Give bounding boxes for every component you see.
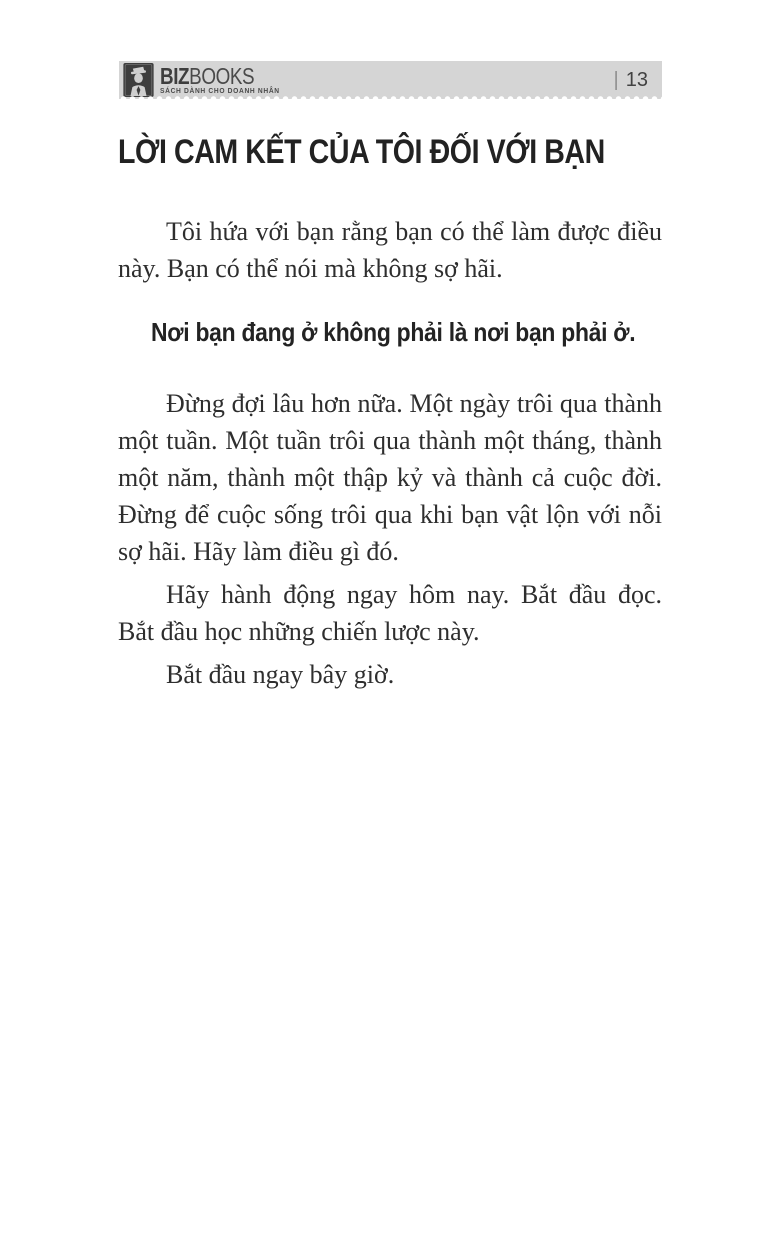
page-number: [614, 69, 648, 92]
paragraph-promise: Tôi hứa với bạn rằng bạn có thể làm được điều này. Bạn có thể nói mà không sợ hãi.: [118, 217, 662, 283]
brand-name-light: BOOKS: [189, 62, 255, 89]
brand-tagline: SÁCH DÀNH CHO DOANH NHÂN: [160, 87, 280, 95]
bizbooks-wordmark: [160, 62, 286, 95]
page-number-divider: |: [613, 68, 619, 91]
page-header: [119, 61, 662, 99]
paragraph-start-now: Bắt đầu ngay bây giờ.: [166, 660, 395, 689]
bizbooks-man-icon: [123, 63, 154, 97]
emphasis-line: [118, 315, 662, 349]
brand-name-bold: BIZ: [160, 62, 190, 89]
page-number-value: 13: [625, 68, 648, 91]
paragraph-dont-wait: Đừng đợi lâu hơn nữa. Một ngày trôi qua thành một tuần. Một tuần trôi qua thành một tháng, thành một năm, thành một thập kỷ và thành cả cuộc đời. Đừng để cuộc sống trôi qua khi bạn vật lộn với nỗi sợ hãi. Hãy làm điều gì đó.: [118, 389, 662, 566]
brand-name: [160, 62, 263, 89]
page-title: LỜI CAM KẾT CỦA TÔI ĐỐI VỚI BẠN: [118, 133, 605, 171]
page-content: [118, 131, 662, 699]
bizbooks-logo: [123, 63, 286, 97]
paragraph-act-today: Hãy hành động ngay hôm nay. Bắt đầu đọc. Bắt đầu học những chiến lược này.: [118, 580, 662, 646]
emphasis-text: Nơi bạn đang ở không phải là nơi bạn phải ở.: [151, 317, 636, 347]
